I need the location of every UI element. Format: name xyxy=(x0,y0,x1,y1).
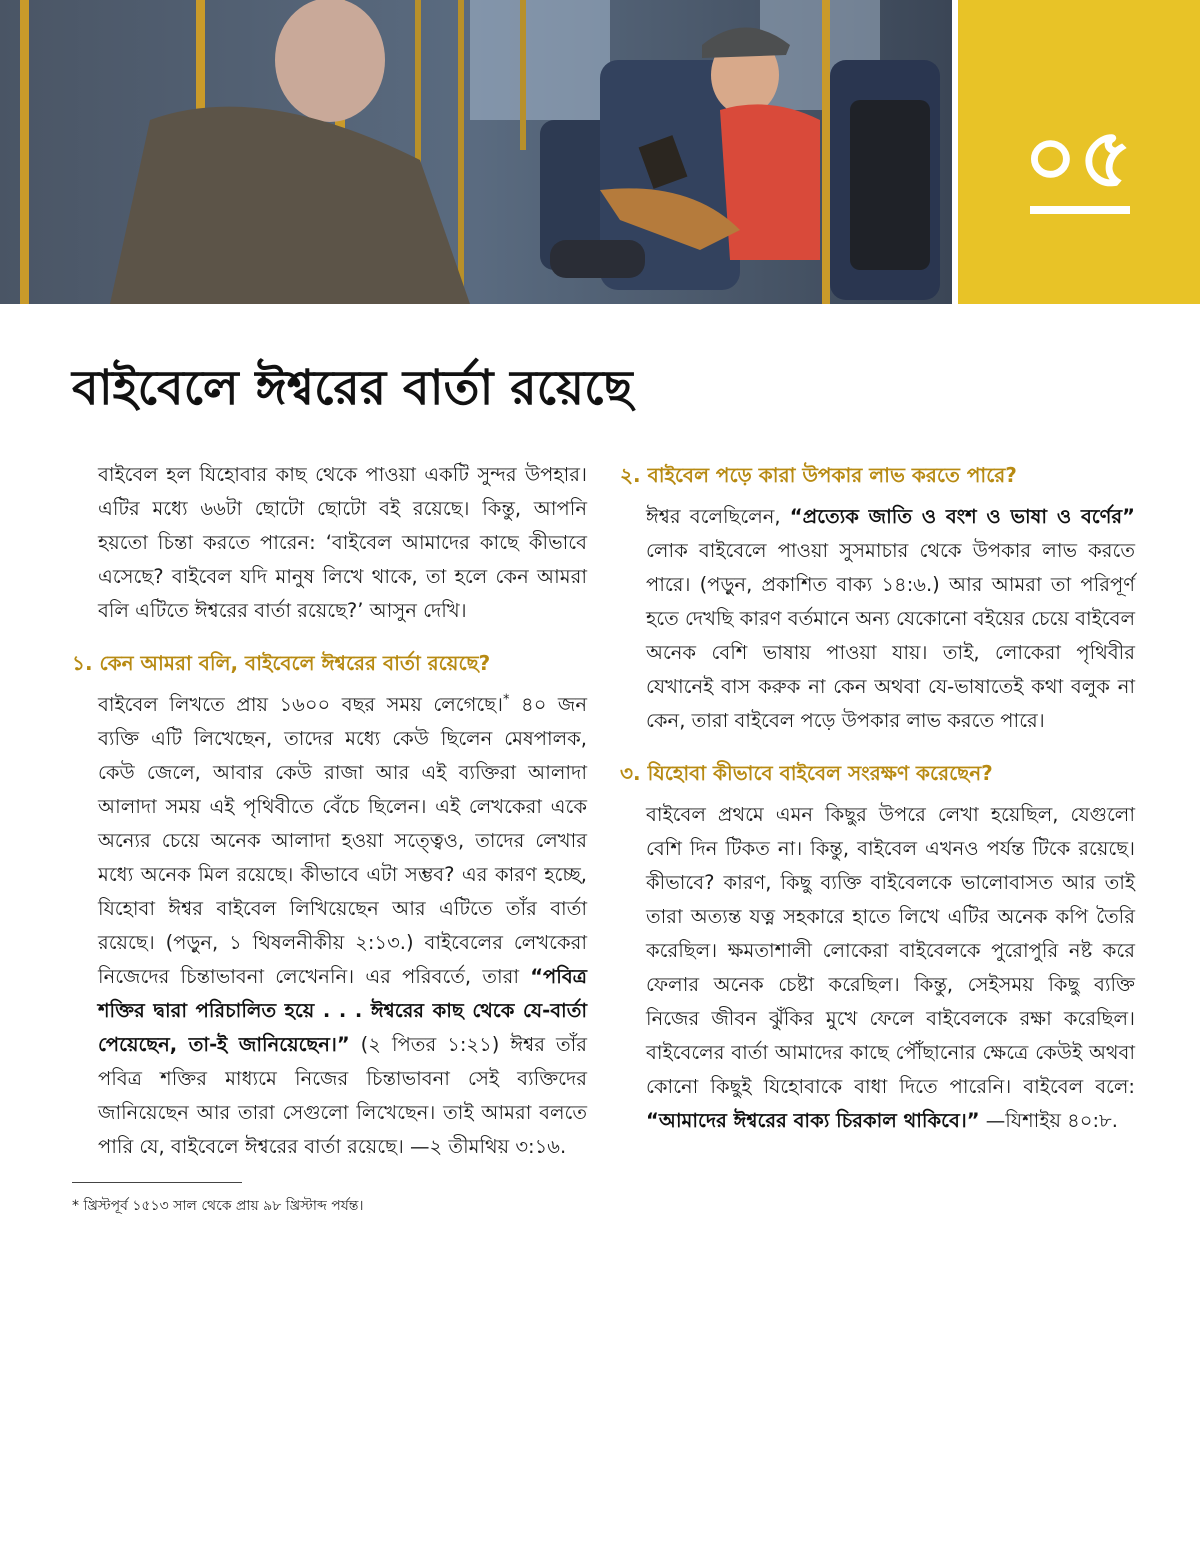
question-2-paragraph xyxy=(646,500,1135,738)
question-3-heading: ৩. যিহোবা কীভাবে বাইবেল সংরক্ষণ করেছেন? xyxy=(620,761,993,785)
question-1-heading: ১. কেন আমরা বলি, বাইবেলে ঈশ্বরের বার্তা রয়েছে? xyxy=(72,651,491,675)
question-1-paragraph xyxy=(98,688,587,1164)
question-2-heading: ২. বাইবেল পড়ে কারা উপকার লাভ করতে পারে? xyxy=(620,463,1017,487)
q1-quote: “পবিত্র শক্তির দ্বারা পরিচালিত হয়ে . . . ঈশ্বরের কাছ থেকে যে-বার্তা পেয়েছেন, তা-ই জানিয়েছেন।” xyxy=(98,965,587,1056)
left-column xyxy=(72,458,587,1217)
intro-paragraph: বাইবেল হল যিহোবার কাছ থেকে পাওয়া একটি সুন্দর উপহার। এটির মধ্যে ৬৬টা ছোটো ছোটো বই রয়েছে। কিন্তু, আপনি হয়তো চিন্তা করতে পারেন: ‘বাইবেল আমাদের কাছে কীভাবে এসেছে? বাইবেল যদি মানুষ লিখে থাকে, তা হলে কেন আমরা বলি এটিতে ঈশ্বরের বার্তা রয়েছে?’ আসুন দেখি। xyxy=(98,463,587,622)
q3-text-a: বাইবেল প্রথমে এমন কিছুর উপরে লেখা হয়েছিল, যেগুলো বেশি দিন টিকত না। কিন্তু, বাইবেল এখনও পর্যন্ত টিকে রয়েছে। কীভাবে? কারণ, কিছু ব্যক্তি বাইবেলকে ভালোবাসত আর তাই তারা অত্যন্ত যত্ন সহকারে হাতে লিখে এটির অনেক কপি তৈরি করেছিল। ক্ষমতাশালী লোকেরা বাইবেলকে পুরোপুরি নষ্ট করে ফেলার অনেক চেষ্টা করেছিল। কিন্তু, সেইসময় কিছু ব্যক্তি নিজের জীবন ঝুঁকির মুখে ফেলে বাইবেলকে রক্ষা করেছিল। বাইবেলের বার্তা আমাদের কাছে পৌঁছানোর ক্ষেত্রে কেউই অথবা কোনো কিছুই যিহোবাকে বাধা দিতে পারেনি। বাইবেল বলে: xyxy=(646,803,1135,1098)
q1-text-a: বাইবেল লিখতে প্রায় ১৬০০ বছর সময় লেগেছে। xyxy=(98,693,504,716)
q2-text-b: লোক বাইবেলে পাওয়া সুসমাচার থেকে উপকার লাভ করতে পারে। (পড়ুন, প্রকাশিত বাক্য ১৪:৬.) আর আমরা তা পরিপূর্ণ হতে দেখছি কারণ বর্তমানে অন্য যেকোনো বইয়ের চেয়ে বাইবেল অনেক বেশি ভাষায় পাওয়া যায়। তাই, লোকেরা পৃথিবীর যেখানেই বাস করুক না কেন অথবা যে-ভাষাতেই কথা বলুক না কেন, তারা বাইবেল পড়ে উপকার লাভ করতে পারে। xyxy=(646,539,1135,732)
right-column xyxy=(620,458,1135,1156)
q3-text-b: —যিশাইয় ৪০:৮. xyxy=(979,1109,1118,1132)
q2-text-a: ঈশ্বর বলেছিলেন, xyxy=(646,505,790,528)
q1-text-b: ৪০ জন ব্যক্তি এটি লিখেছেন, তাদের মধ্যে কেউ ছিলেন মেষপালক, কেউ জেলে, আবার কেউ রাজা আর এই ব্যক্তিরা আলাদা আলাদা সময় এই পৃথিবীতে বেঁচে ছিলেন। এই লেখকেরা একে অন্যের চেয়ে অনেক আলাদা হওয়া সত্ত্বেও, তাদের লেখার মধ্যে অনেক মিল রয়েছে। কীভাবে এটা সম্ভব? এর কারণ হচ্ছে, যিহোবা ঈশ্বর বাইবেল লিখিয়েছেন আর এটিতে তাঁর বার্তা রয়েছে। (পড়ুন, ১ থিষলনীকীয় ২:১৩.) বাইবেলের লেখকেরা নিজেদের চিন্তাভাবনা লেখেননি। এর পরিবর্তে, তারা xyxy=(98,693,587,988)
hero-photo xyxy=(0,0,952,304)
bus-scene-illustration xyxy=(0,0,952,304)
footnote-marker[interactable]: * xyxy=(503,692,510,708)
footnote: * খ্রিস্টপূর্ব ১৫১৩ সাল থেকে প্রায় ৯৮ খ্রিস্টাব্দ পর্যন্ত। xyxy=(72,1198,364,1214)
lesson-number-badge xyxy=(958,0,1200,304)
lesson-number: ০৫ xyxy=(1023,111,1135,206)
q3-quote: “আমাদের ঈশ্বরের বাক্য চিরকাল থাকিবে।” xyxy=(646,1109,980,1132)
question-3-paragraph xyxy=(646,798,1135,1138)
q2-quote: “প্রত্যেক জাতি ও বংশ ও ভাষা ও বর্ণের” xyxy=(789,505,1135,528)
page-title: বাইবেলে ঈশ্বরের বার্তা রয়েছে xyxy=(72,360,633,416)
footnote-divider xyxy=(72,1182,242,1183)
badge-underline xyxy=(1030,206,1130,214)
q1-text-c: (২ পিতর ১:২১) ঈশ্বর তাঁর পবিত্র শক্তির মাধ্যমে নিজের চিন্তাভাবনা সেই ব্যক্তিদের জানিয়েছেন আর তারা সেগুলো লিখেছেন। তাই আমরা বলতে পারি যে, বাইবেলে ঈশ্বরের বার্তা রয়েছে। —২ তীমথিয় ৩:১৬. xyxy=(98,1033,588,1158)
